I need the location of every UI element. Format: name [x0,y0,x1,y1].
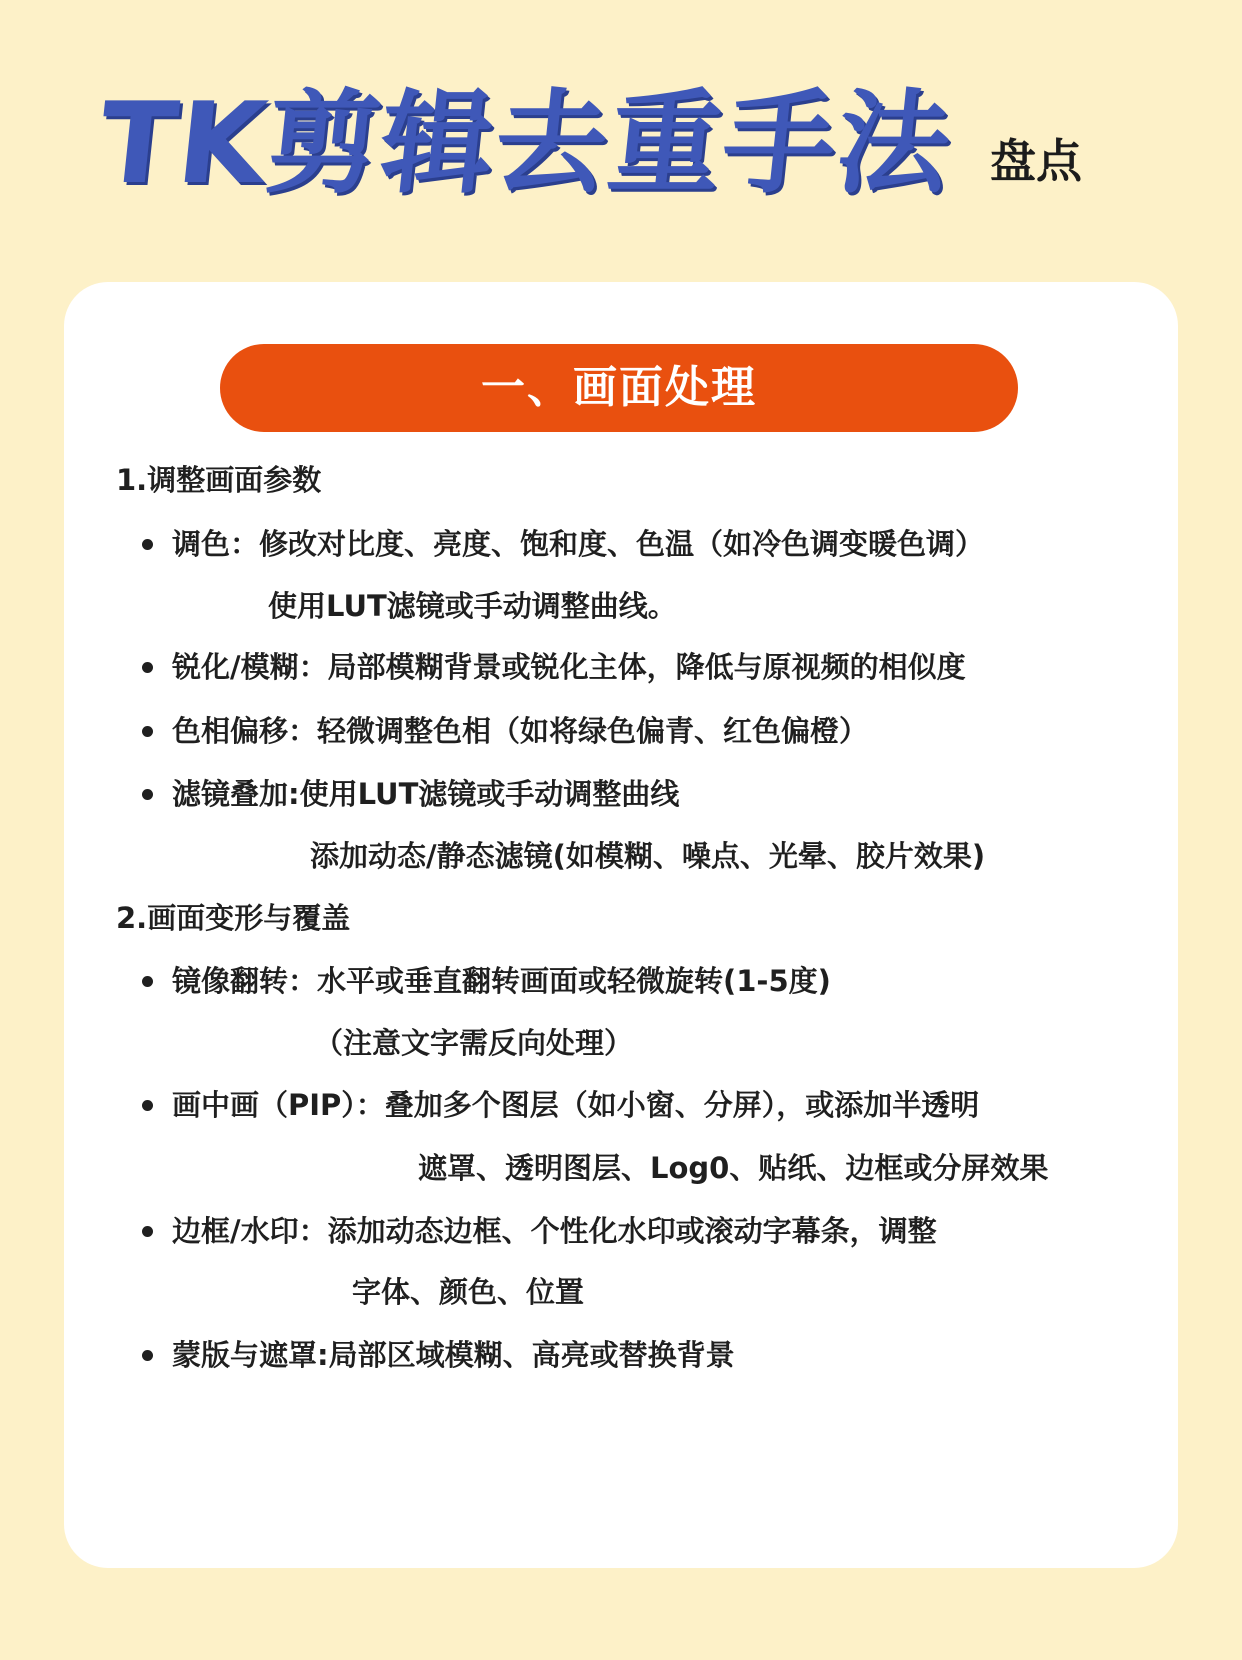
bullet-dot [142,662,153,673]
page-title: TK剪辑去重手法 [93,79,959,209]
page-subtitle: 盘点 [990,134,1082,188]
list-item: 色相偏移：轻微调整色相（如将绿色偏青、红色偏橙） [172,714,869,748]
list-item-continuation: 使用LUT滤镜或手动调整曲线。 [268,589,677,623]
list-item-continuation: 添加动态/静态滤镜(如模糊、噪点、光晕、胶片效果) [310,839,986,873]
bullet-dot [142,1226,153,1237]
bullet-dot [142,539,153,550]
list-item: 蒙版与遮罩:局部区域模糊、高亮或替换背景 [172,1338,735,1372]
list-item: 边框/水印：添加动态边框、个性化水印或滚动字幕条，调整 [172,1214,937,1248]
list-item: 画中画（PIP）：叠加多个图层（如小窗、分屏），或添加半透明 [172,1088,980,1122]
bullet-dot [142,1350,153,1361]
bullet-dot [142,726,153,737]
content-card [64,282,1178,1568]
group-heading-1: 1.调整画面参数 [116,463,322,497]
list-item: 滤镜叠加:使用LUT滤镜或手动调整曲线 [172,777,680,811]
section-title-banner: 一、画面处理 [220,344,1018,432]
group-heading-2: 2.画面变形与覆盖 [116,901,351,935]
bullet-dot [142,789,153,800]
list-item: 调色：修改对比度、亮度、饱和度、色温（如冷色调变暖色调） [172,527,985,561]
bullet-dot [142,1100,153,1111]
list-item-continuation: 遮罩、透明图层、Log0、贴纸、边框或分屏效果 [418,1151,1049,1185]
list-item-continuation: （注意文字需反向处理） [314,1026,634,1060]
list-item: 镜像翻转：水平或垂直翻转画面或轻微旋转(1-5度) [172,964,831,998]
bullet-dot [142,976,153,987]
list-item-continuation: 字体、颜色、位置 [352,1275,585,1309]
list-item: 锐化/模糊：局部模糊背景或锐化主体，降低与原视频的相似度 [172,650,966,684]
